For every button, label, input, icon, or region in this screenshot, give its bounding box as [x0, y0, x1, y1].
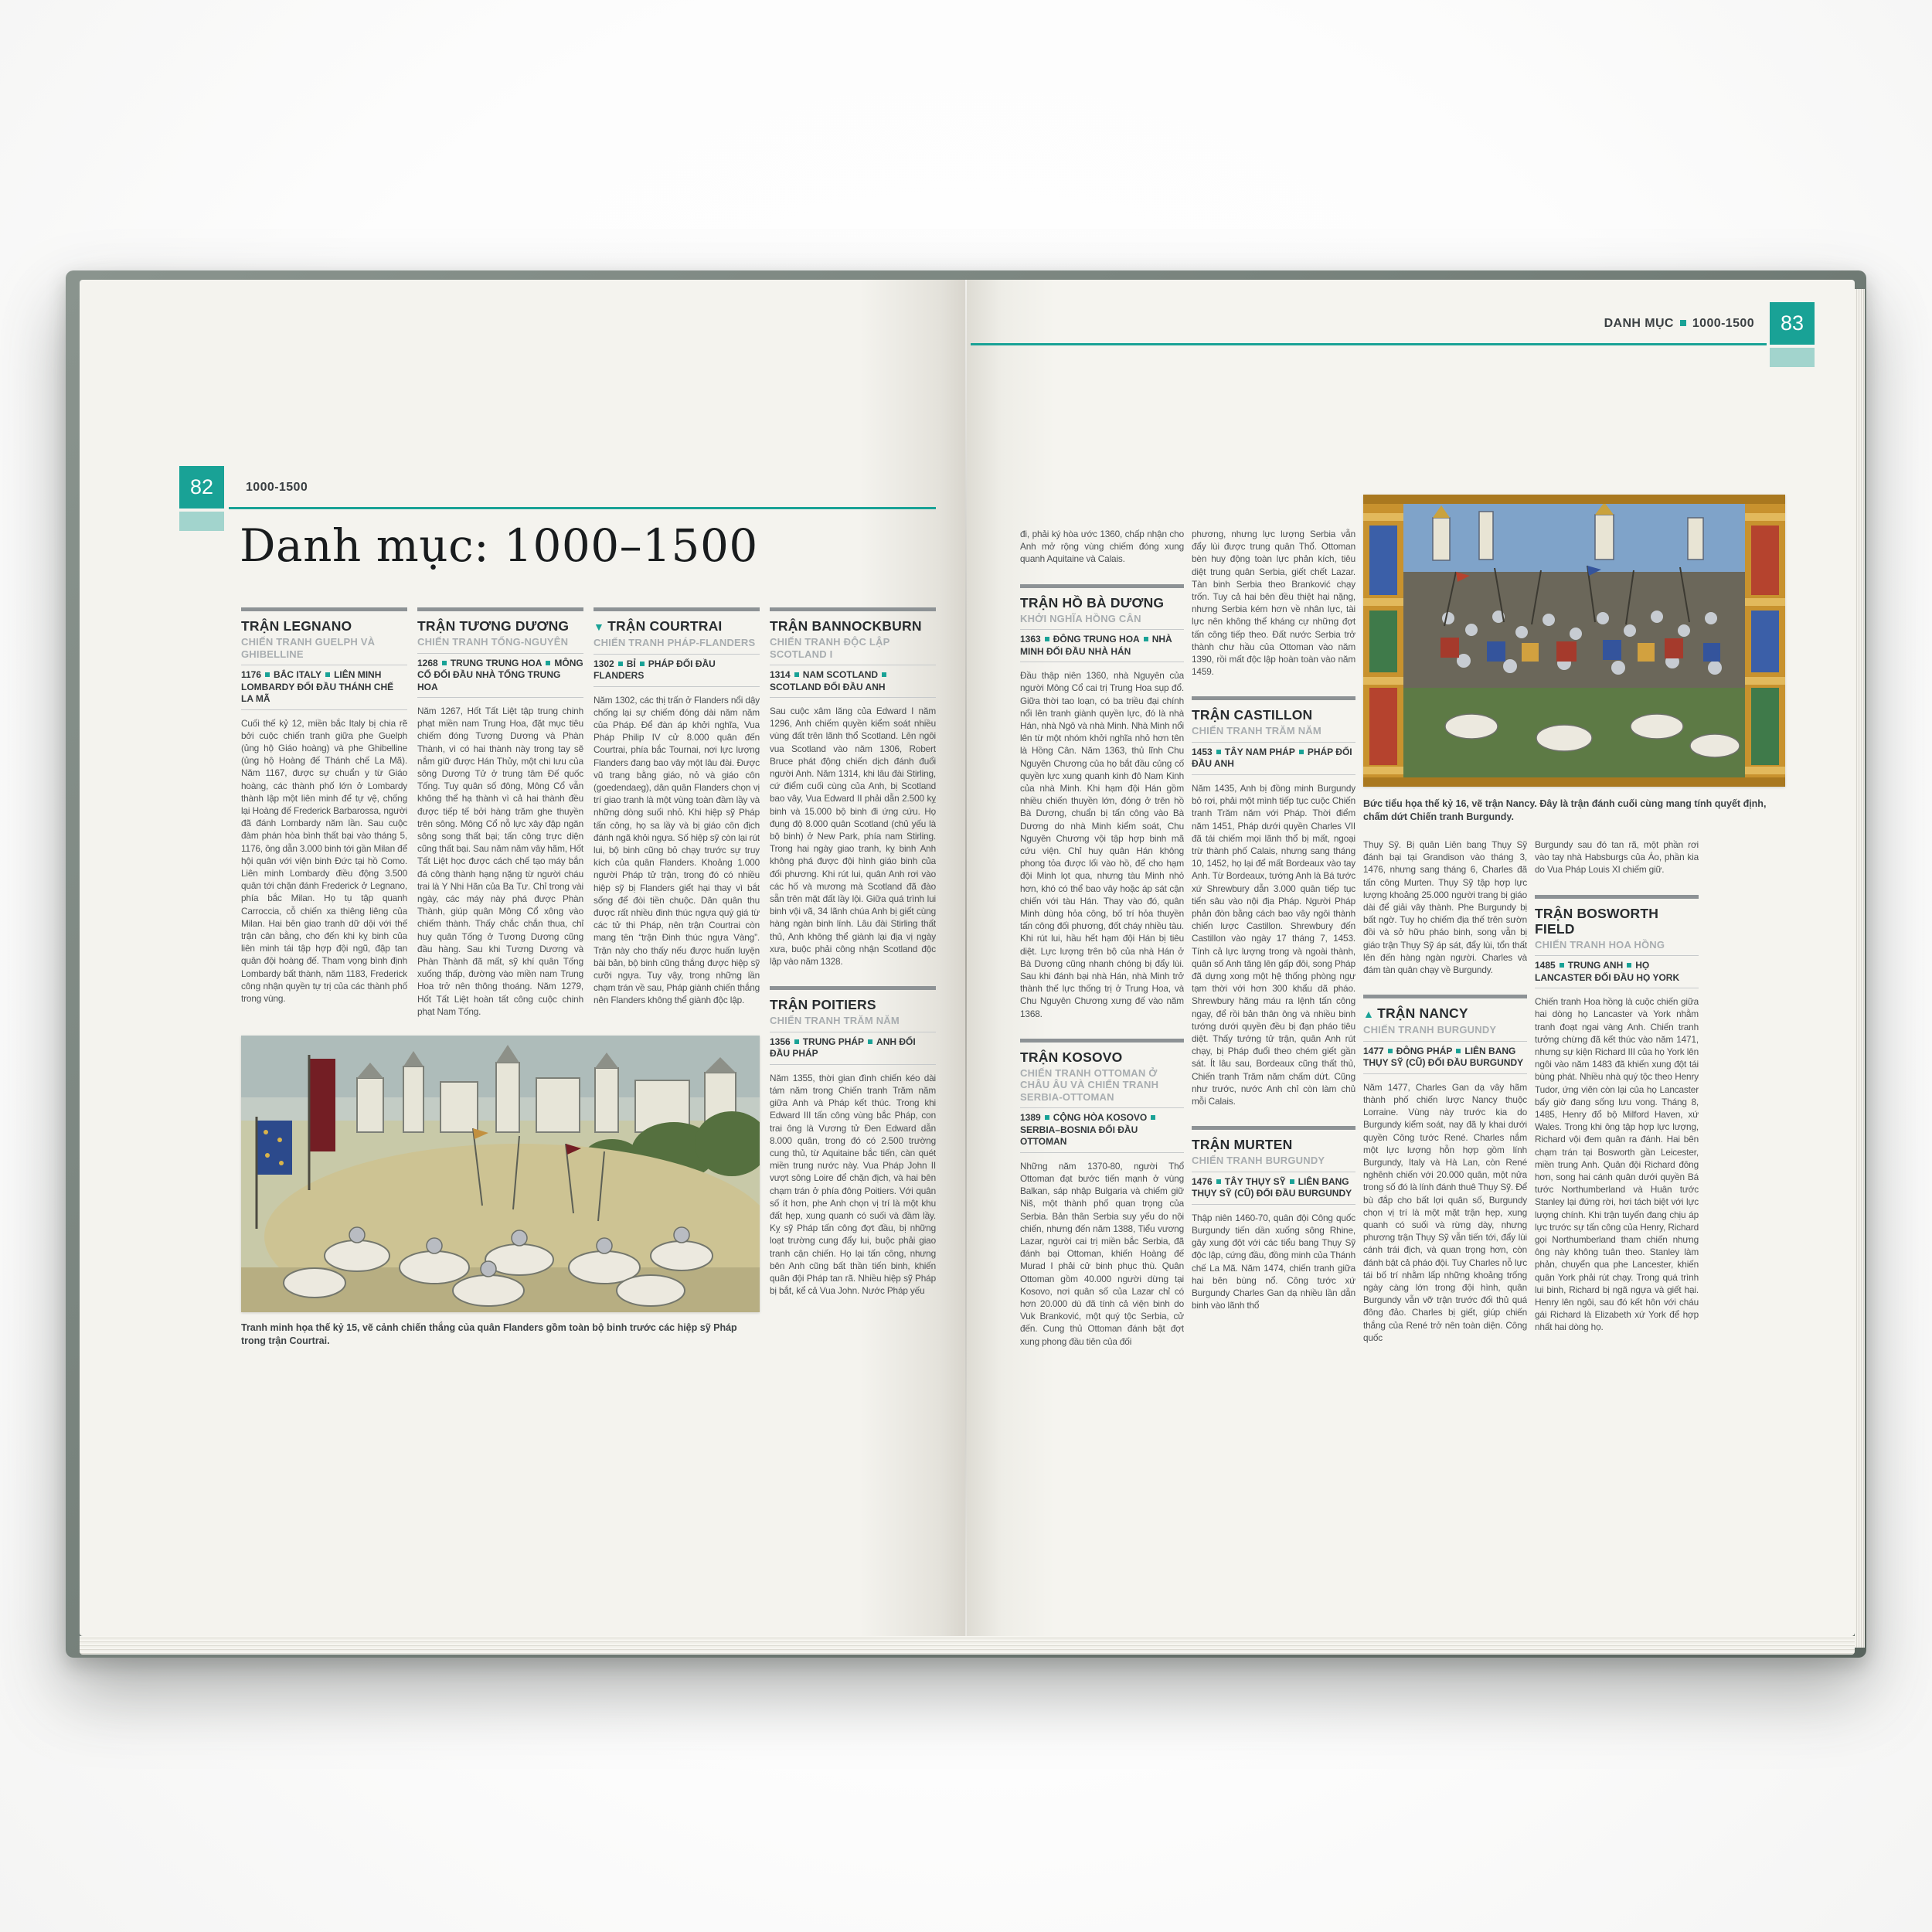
- entry-info: 1389 CỘNG HÒA KOSOVOSERBIA–BOSNIA ĐỐI ĐẦU OTTOMAN: [1020, 1107, 1184, 1153]
- separator-square-icon: [1151, 1115, 1155, 1120]
- entry-info: 1453 TÂY NAM PHÁP PHÁP ĐỐI ĐẦU ANH: [1192, 742, 1355, 775]
- entry-war: CHIẾN TRANH TỐNG-NGUYÊN: [417, 636, 569, 648]
- entry-body: Năm 1267, Hốt Tất Liệt tập trung chinh phạt miền nam Trung Hoa, đặt mục tiêu chiếm đóng Tương Dương và Phàn Thành, vì có hai thành này trong tay sẽ nắm giữ được Hán Thủy, một chi lưu của sông Dương Tử ở trung tâm Đế quốc Tống. Tuy quân số đông, Mông Cổ vẫn không thể hạ thành vì cả hai thành đều được tiếp tế bởi hàng trăm ghe thuyền trên sông. Mông Cổ nỗ lực xây đập ngăn sông song thất bại; tấn công trực diện cũng thất bại. Sau năm năm vây hãm, Hốt Tất Liệt học được cách chế tạo máy bắn đá công thành hạng nặng từ người cháu trai là Y Nhi Hãn của Ba Tư. Chỉ trong vài ngày, các máy này phá được Phàn Thành, giúp quân Mông Cổ xông vào chiếm thành. Thấy chắc chắn thua, chỉ huy quân Tống ở Tương Dương cũng đầu hàng. Sau khi Tương Dương và Phàn Thành đã mất, sỹ khí quân Tống xuống thấp, đường vào miền nam Trung Hoa trở nên thông thoáng. Năm 1279, Hốt Tất Liệt hoàn tất công cuộc chinh phạt Nam Tống.: [417, 706, 583, 1017]
- right-column-1: [1020, 528, 1184, 1397]
- entry-title: TRẬN BANNOCKBURN: [770, 618, 922, 634]
- entry-tuong-duong: [417, 607, 583, 1018]
- separator-square-icon: [546, 661, 550, 665]
- entry-title: TRẬN MURTEN: [1192, 1137, 1293, 1153]
- entry-war: CHIẾN TRANH GUELPH VÀ GHIBELLINE: [241, 636, 376, 660]
- right-column-3: [1363, 838, 1527, 1426]
- entry-divider: [1535, 895, 1699, 899]
- entry-title: TRẬN LEGNANO: [241, 618, 352, 634]
- battle-illustration-nancy: [1363, 495, 1785, 787]
- up-arrow-icon: ▲: [1363, 1008, 1375, 1021]
- entry-title: TRẬN BOSWORTH FIELD: [1535, 905, 1659, 937]
- separator-square-icon: [1560, 963, 1564, 968]
- left-column-2: [417, 607, 583, 1034]
- entry-war: CHIẾN TRANH TRĂM NĂM: [770, 1015, 900, 1027]
- running-header-right: DANH MỤC 1000-1500: [1604, 317, 1754, 330]
- entry-war: CHIẾN TRANH BURGUNDY: [1363, 1024, 1497, 1036]
- separator-square-icon: [794, 672, 799, 677]
- entry-title: TRẬN KOSOVO: [1020, 1049, 1123, 1065]
- page-number-accent-right: [1770, 348, 1815, 367]
- separator-square-icon: [1680, 320, 1686, 326]
- entry-body: Cuối thế kỷ 12, miền bắc Italy bị chia rẽ bởi cuộc chiến tranh giữa phe Guelph (ủng hộ Giáo hoàng) và phe Ghibelline (ủng hộ Hoàng đế Thánh chế La Mã). Năm 1167, được sự chuẩn y từ Giáo hoàng, các thành phố lớn ở Lombardy thành lập một liên minh để tự vệ, chống lại Hoàng đế Frederick Barbarossa, người đã đánh Lombardy năm lần. Sau cuộc đàm phán hòa bình thất bại vào tháng 5, 1176, ông dẫn 3.000 binh tới gần Milan để hội quân với viện binh Đức tại hồ Como. Liên minh Lombardy điều động 3.500 quân tới chặn đánh Frederick ở Legnano, phía bắc Milan. Họ tụ tập quanh Carroccia, cỗ chiến xa thiêng liêng của Milan. Hai bên giao tranh dữ dội với thế trận cân bằng, cho đến khi kỵ binh của liên minh tái tập hợp đội ngũ, đập tan quân đội hoàng đế. Tham vọng bình định Lombardy bất thành, năm 1183, Frederick công nhận quyền tự trị của các thành phố trong vùng.: [241, 717, 407, 1004]
- entry-title: TRẬN TƯƠNG DƯƠNG: [417, 618, 570, 634]
- separator-square-icon: [794, 1039, 799, 1044]
- entry-divider: [1020, 1039, 1184, 1043]
- entry-divider: [417, 607, 583, 611]
- separator-square-icon: [882, 672, 886, 677]
- entry-legnano: [241, 607, 407, 1005]
- header-rule-right: [971, 343, 1767, 345]
- entry-info: 1356 TRUNG PHÁP ANH ĐỐI ĐẦU PHÁP: [770, 1032, 936, 1065]
- entry-body: Năm 1355, thời gian đình chiến kéo dài tám năm trong Chiến tranh Trăm năm giữa Anh và Pháp kết thúc. Trong khi Edward III tấn công vùng bắc Pháp, con trai ông là Vương tử Đen Edward dẫn 8.000 quân, trong đó có 2.500 trường cung thủ, từ Aquitaine bắc tiến, càn quét miền trung nước này. Vua Pháp John II vượt sông Loire để chặn địch, và hai bên chạm trán ở phía đông Poitiers. Với quân số ít hơn, phe Anh chọn vị trí là một khu đất hẹp, xung quanh có suối và đầm lầy. Kỵ sỹ Pháp tấn công đợt đầu, bị những loạt trường cung đẩy lui, buộc phải giao tranh cận chiến. Họ lại tấn công, nhưng bên Anh cũng bất thần tiến binh, khiến quân đội Pháp tan rã. Nhiều hiệp sỹ Pháp bị bắt, kể cả Vua John. Nước Pháp yếu: [770, 1072, 936, 1297]
- entry-info: 1476 TÂY THỤY SỸ LIÊN BANG THỤY SỸ (CŨ) ĐỐI ĐẦU BURGUNDY: [1192, 1172, 1355, 1205]
- entry-body: Sau cuộc xâm lăng của Edward I năm 1296, Anh chiếm quyền kiểm soát nhiều vùng đất trên lãnh thổ Scotland. Lên ngôi vua Scotland vào năm 1306, Robert Bruce phát động chiến dịch đánh đuổi người Anh. Năm 1314, khi lâu đài Stirling, cứ điểm cuối cùng của Anh, bị Scotland bao vây, Vua Edward II phải dẫn 2.500 kỵ binh và 15.000 bộ binh đi ứng cứu. Họ đụng độ 8.000 quân Scotland (chủ yếu là bộ binh) ở New Park, phía nam Stirling. Trong hai ngày giao tranh, kỵ binh Anh không phá được đội hình giáo binh của đối phương. Khi rút lui, quân Anh rơi vào các hố và mương mà Scotland đã đào sẵn trên mặt đất lầy lội. Giữa quá trình lui binh vội vã, 34 lãnh chúa Anh bị giết cùng hàng ngàn binh lính. Lâu đài Stirling thất thủ, Anh không thể giành lại địa vị ngày xưa, buộc phải công nhận Scotland độc lập vào năm 1328.: [770, 706, 936, 968]
- entry-bannockburn: [770, 607, 936, 968]
- entry-divider: [770, 986, 936, 990]
- entry-divider: [594, 607, 760, 611]
- entry-kosovo-continued: phương, nhưng lực lượng Serbia vẫn đẩy lùi được trung quân Thổ. Ottoman bèn huy động toàn lực phản kích, tiêu diệt trung quân Serbia, giết chết Lazar. Tàn binh Serbia theo Branković chạy trốn. Tuy cả hai bên đều thiệt hại nặng, nhưng Serbia kém hơn về nhân lực, tài lực nên không thể kháng cự những đợt tấn công tiếp theo. Đất nước Serbia trở thành chư hầu của Ottoman vào năm 1390, rồi mất độc lập hoàn toàn vào năm 1459.: [1192, 529, 1355, 678]
- entry-divider: [1192, 1126, 1355, 1130]
- separator-square-icon: [640, 662, 645, 666]
- page-number-left: 82: [179, 466, 224, 509]
- entry-poitiers: [770, 986, 936, 1297]
- entry-info: 1302 BỈ PHÁP ĐỐI ĐẦU FLANDERS: [594, 654, 760, 687]
- entry-nancy: [1363, 995, 1527, 1344]
- entry-body: Năm 1302, các thị trấn ở Flanders nổi dậy chống lại sự chiếm đóng dài năm năm của Pháp. Để đàn áp khởi nghĩa, Vua Pháp Philip IV cử 8.000 quân đến Courtrai, phía bắc Tournai, nơi lực lượng Flanders đang bao vây một lâu đài. Được vũ trang bằng giáo, nỏ và giáo côn (goedendaeg), dân quân Flanders chọn vị trí giao tranh là một vùng toàn đầm lầy và những dòng suối nhỏ. Khi hiệp sỹ Pháp tấn công, họ sa lầy và bị giáo côn địch đánh ngã khỏi ngựa. Số hiệp sỹ còn lại rút lui, bộ binh cũng bỏ chạy trước sự truy kích của quân Flanders. Khoảng 1.000 người Pháp tử trận, trong đó có nhiều hiệp sỹ bị Flanders giết hại thay vì bắt sống để đòi tiền chuộc. Dân quân thu được rất nhiều đinh thúc ngựa quý giá từ các tử thi Pháp, nên trận Courtrai còn mang tên “trận Đinh thúc ngựa Vàng”. Trận này cho thấy nếu được huấn luyện bài bản, bộ binh cũng thắng được hiệp sỹ cưỡi ngựa. Tuy vậy, trong những lần chạm trán về sau, Pháp giành chiến thắng nên Flanders không thể giành độc lập.: [594, 694, 760, 1006]
- entry-murten-continued: Thụy Sỹ. Bị quân Liên bang Thụy Sỹ đánh bại tại Grandison vào tháng 3, 1476, nhưng sang tháng 6, Charles đã tấn công Murten. Thụy Sỹ tập hợp lực lượng khoảng 25.000 người trang bị giáo dài để giải vây thành. Phe Burgundy bị bất ngờ. Tuy họ chiếm địa thế trên sườn đồi và sở hữu pháo binh, song vẫn bị giáo trận Thụy Sỹ áp sát, đẩy lùi, tổn thất lên đến hàng ngàn người. Charles và đám tàn quân chạy về Burgundy.: [1363, 839, 1527, 976]
- entry-info: 1485 TRUNG ANH HỌ LANCASTER ĐỐI ĐẦU HỌ YORK: [1535, 955, 1699, 988]
- battle-illustration-courtrai: [241, 1036, 760, 1312]
- entry-divider: [770, 607, 936, 611]
- separator-square-icon: [265, 672, 270, 677]
- separator-square-icon: [1045, 637, 1049, 641]
- left-column-1: [241, 607, 407, 1034]
- page-number-right: 83: [1770, 302, 1815, 345]
- image-caption-right: Bức tiểu họa thế kỷ 16, vẽ trận Nancy. Đây là trận đánh cuối cùng mang tính quyết định, chấm dứt Chiến tranh Burgundy.: [1363, 798, 1767, 822]
- entry-body: Năm 1477, Charles Gan dạ vây hãm thành phố chiến lược Nancy thuộc Lorraine. Vùng này trước kia do Burgundy kiểm soát, nay đã ly khai dưới quyền Công tước René. Charles nắm một lực lượng hỗn hợp gồm lính Burgundy, Italy và Hà Lan, còn René nghênh chiến với 20.000 quân, một nửa trong số đó là lính đánh thuê Thụy Sỹ. Để bù đắp cho bất lợi quân số, Burgundy chọn vị trí là một mặt trận hẹp, xung quanh có suối và rừng dày, nhưng phương trận Thụy Sỹ vẫn tiến tới, đẩy lùi cánh trái địch, và quan trọng hơn, còn đánh bật cả pháo đội. Tuy Charles nỗ lực tái bố trí nhằm lấp những khoảng trống ngày càng lớn trong đội hình, quân Burgundy vẫn vỡ trận trước đối thủ quá đông đảo. Charles bị giết, giúp chiến thắng của René trở nên toàn diện. Công quốc: [1363, 1081, 1527, 1343]
- entry-war: KHỞI NGHĨA HỒNG CÂN: [1020, 612, 1141, 624]
- page-title: Danh mục: 1000–1500: [240, 519, 758, 572]
- down-arrow-icon: ▼: [594, 621, 605, 633]
- entry-body: Thập niên 1460-70, quân đội Công quốc Burgundy tiến dần xuống sông Rhine, gây xung đột với các tiểu bang Thụy Sỹ độc lập, cứng đầu, đồng minh của Thánh chế La Mã. Năm 1474, chiến tranh giữa hai bên bùng nổ. Công tước xứ Burgundy Charles Gan dạ nhiều lần dẫn binh vào lãnh thổ: [1192, 1212, 1355, 1311]
- page-stack-right-edge: [1855, 289, 1865, 1648]
- separator-square-icon: [325, 672, 330, 677]
- page-stack-bottom-edge: [80, 1636, 1855, 1655]
- separator-square-icon: [1045, 1115, 1049, 1120]
- entry-title: TRẬN HỒ BÀ DƯƠNG: [1020, 594, 1165, 611]
- separator-square-icon: [868, 1039, 872, 1044]
- entry-nancy-continued: Burgundy sau đó tan rã, một phần rơi vào tay nhà Habsburgs của Áo, phần kia do Vua Pháp Louis XI chiếm giữ.: [1535, 839, 1699, 876]
- entry-war: CHIẾN TRANH BURGUNDY: [1192, 1155, 1325, 1167]
- entry-murten: [1192, 1126, 1355, 1311]
- entry-body: Những năm 1370-80, người Thổ Ottoman đạt bước tiến mạnh ở vùng Balkan, sáp nhập Bulgaria và chiếm giữ Niš, một thành phố quan trọng của Serbia. Bản thân Serbia suy yếu do nội chiến, nhưng đến năm 1388, Tiểu vương Lazar, người cai trị miền bắc Serbia, đã đánh bại Ottoman, khiến Hoàng đế Murad I phải cử binh phục thù. Quân Ottoman gồm 40.000 người dừng tại Kosovo, nơi quân số của Lazar chỉ có hơn 20.000 dù đã tính cả viện binh do Vuk Branković, một quý tộc Serbia, cử đến. Cung thủ Ottoman đánh bật đợt xung phong đầu tiên của đối: [1020, 1160, 1184, 1347]
- entry-bosworth: [1535, 895, 1699, 1334]
- separator-square-icon: [1456, 1049, 1461, 1053]
- separator-square-icon: [1216, 1179, 1221, 1184]
- separator-square-icon: [1216, 750, 1221, 754]
- entry-war: CHIẾN TRANH TRĂM NĂM: [1192, 725, 1321, 737]
- entry-kosovo: [1020, 1039, 1184, 1348]
- left-column-3: [594, 607, 760, 1034]
- book-spine: [965, 280, 967, 1636]
- entry-ho-ba-duong: [1020, 584, 1184, 1020]
- right-column-4: [1535, 838, 1699, 1395]
- entry-war: CHIẾN TRANH ĐỘC LẬP SCOTLAND I: [770, 636, 890, 660]
- entry-body: Chiến tranh Hoa hồng là cuộc chiến giữa hai dòng họ Lancaster và York nhằm tranh đoạt ngai vàng Anh. Chiến tranh tưởng chừng đã kết thúc vào năm 1471, nhưng sự kiện Richard III của họ York lên ngôi vào năm 1483 đã khiến xung đột tái bùng phát. Nhiều nhà quý tộc theo Henry Tudor, ứng viên còn lại của họ Lancaster bấy giờ đang sống lưu vong. Tháng 8, 1485, Henry đổ bộ Milford Haven, xứ Wales. Trong khi ông tập hợp lực lượng, Richard vội đem quân ra đánh. Hai bên chạm trán tại Bosworth gần Leicester, miền trung Anh. Quân đội Richard đông hơn, song hai cánh quân dưới quyền Bá tước Northumberland và Huân tước Stanley lại đứng rời, hơi tách biệt với lực lượng chính. Khi trận tuyến đang chịu áp lực trước sự tấn công của Henry, Richard gọi Northumberland tham chiến nhưng ông này không tuân theo. Stanley làm phản, chuyển qua phe Lancester, khiến quân York phải rút chạy. Trong quá trình lui binh, Richard bị ngã ngựa và giết hại. Henry lên ngôi, sau đó kết hôn với cháu gái Richard là Elizabeth xứ York để hợp nhất hai dòng họ.: [1535, 996, 1699, 1333]
- entry-divider: [1020, 584, 1184, 588]
- entry-poitiers-continued: đi, phải ký hòa ước 1360, chấp nhận cho Anh mở rộng vùng chiếm đóng xung quanh Aquitaine và Calais.: [1020, 529, 1184, 565]
- separator-square-icon: [1299, 750, 1304, 754]
- entry-castillon: [1192, 696, 1355, 1107]
- entry-info: 1176 BẮC ITALY LIÊN MINH LOMBARDY ĐỐI ĐẦU THÁNH CHẾ LA MÃ: [241, 665, 407, 710]
- entry-body: Năm 1435, Anh bị đồng minh Burgundy bỏ rơi, phải một mình tiếp tục cuộc Chiến tranh Trăm năm với Pháp. Thời điểm năm 1451, Pháp dưới quyền Charles VII đã tái chiếm mọi lãnh thổ bị mất, ngoại trừ thành phố Calais, nhưng sang tháng 10, 1452, họ lại để mất Bordeaux vào tay Anh. Từ Bordeaux, tướng Anh là Bá tước xứ Shrewbury dẫn 3.000 quân tiếp tục tiến sâu vào nội địa Pháp. Người Pháp phản đòn bằng cách bao vây ngôi thành chiến lược Castillon. Shrewbury đến Castillon vào ngày 17 tháng 7, 1453. Tính cả lực lượng trong và ngoài thành, quân số Anh tăng lên gấp đôi, song Pháp đã dựng xong một hệ thống phòng ngự tạm thời với hơn 300 khẩu dã pháo. Shrewbury hăng máu ra lệnh tấn công ngay, để rồi bản thân ông và nhiều binh tướng dưới quyền đều bị đạn pháo tiêu diệt. Thấy tướng tử trận, quân Anh rút chạy, bị Pháp đuổi theo chém giết gần sát. Ít lâu sau, Bordeaux cũng thất thủ, Chiến tranh Trăm năm chấm dứt. Cũng như trước, nước Anh chỉ còn làm chủ mỗi Calais.: [1192, 782, 1355, 1107]
- entry-info: 1314 NAM SCOTLANDSCOTLAND ĐỐI ĐẦU ANH: [770, 665, 936, 698]
- entry-title: ▼ TRẬN COURTRAI: [594, 618, 723, 634]
- entry-info: 1268 TRUNG TRUNG HOA MÔNG CỔ ĐỐI ĐẦU NHÀ TỐNG TRUNG HOA: [417, 653, 583, 699]
- entry-title: TRẬN CASTILLON: [1192, 707, 1313, 723]
- entry-divider: [1363, 995, 1527, 998]
- entry-divider: [241, 607, 407, 611]
- separator-square-icon: [618, 662, 623, 666]
- entry-divider: [1192, 696, 1355, 700]
- entry-info: 1477 ĐÔNG PHÁP LIÊN BANG THỤY SỸ (CŨ) ĐỐI ĐẦU BURGUNDY: [1363, 1041, 1527, 1074]
- running-header-left: 1000-1500: [246, 481, 308, 494]
- entry-courtrai: [594, 607, 760, 1007]
- right-column-2: [1192, 528, 1355, 1440]
- header-rule-left: [229, 507, 936, 509]
- entry-title: TRẬN POITIERS: [770, 997, 876, 1013]
- entry-war: CHIẾN TRANH OTTOMAN Ở CHÂU ÂU VÀ CHIẾN TRANH SERBIA-OTTOMAN: [1020, 1066, 1159, 1103]
- page-number-accent-left: [179, 512, 224, 531]
- entry-war: CHIẾN TRANH HOA HỒNG: [1535, 938, 1665, 951]
- image-caption-left: Tranh minh họa thế kỷ 15, vẽ cảnh chiến thắng của quân Flanders gồm toàn bộ binh trước các hiệp sỹ Pháp trong trận Courtrai.: [241, 1322, 737, 1346]
- entry-info: 1363 ĐÔNG TRUNG HOA NHÀ MINH ĐỐI ĐẦU NHÀ HÁN: [1020, 629, 1184, 662]
- separator-square-icon: [1144, 637, 1148, 641]
- separator-square-icon: [1388, 1049, 1393, 1053]
- entry-title: ▲ TRẬN NANCY: [1363, 1005, 1468, 1022]
- separator-square-icon: [1290, 1179, 1294, 1184]
- separator-square-icon: [442, 661, 447, 665]
- entry-war: CHIẾN TRANH PHÁP-FLANDERS: [594, 637, 756, 648]
- left-column-4: [770, 607, 936, 1380]
- separator-square-icon: [1627, 963, 1631, 968]
- entry-body: Đầu thập niên 1360, nhà Nguyên của người Mông Cổ cai trị Trung Hoa sụp đổ. Giữa thời tao loạn, có ba triều đại chính nổi lên tranh giành quyền lực, đó là nhà Hán, nhà Ngô và nhà Minh. Nhà Minh nổi lên từ một nhóm khởi nghĩa nhỏ hơn tên là Hồng Cân. Năm 1363, thủ lĩnh Chu Nguyên Chương của họ bắt đầu củng cố quyền lực xung quanh kinh đô Nam Kinh của nhà Minh. Khi hạm đội Hán gồm nhiều chiến thuyền lớn, đóng ở trên hồ Bà Dương, chuẩn bị tấn công vào Bà Dương do nhà Minh kiểm soát, Chu Nguyên Chương vội tập hợp binh mã cứu viện. Chỉ huy quân Hán không phong tỏa được lối vào hồ, để cho hạm đội Minh lọt qua, nhưng tàu Minh nhỏ hơn, khó có thể bao vây hoặc áp sát cận chiến với tàu Hán. Thay vào đó, quân Minh dùng hỏa công, bố trí hỏa thuyền tấn công đối phương, đốt cháy nhiều tàu. Khi rút lui, hầu hết hạm đội Hán bị tiêu diệt. Lực lượng trên bộ của nhà Hán ở Bà Dương cũng nhanh chóng bị đẩy lùi. Sau khi đánh bại nhà Hán, nhà Minh trở thành thế lực thống trị ở Trung Hoa, và Chu Nguyên Chương xưng đế vào năm 1368.: [1020, 670, 1184, 1019]
